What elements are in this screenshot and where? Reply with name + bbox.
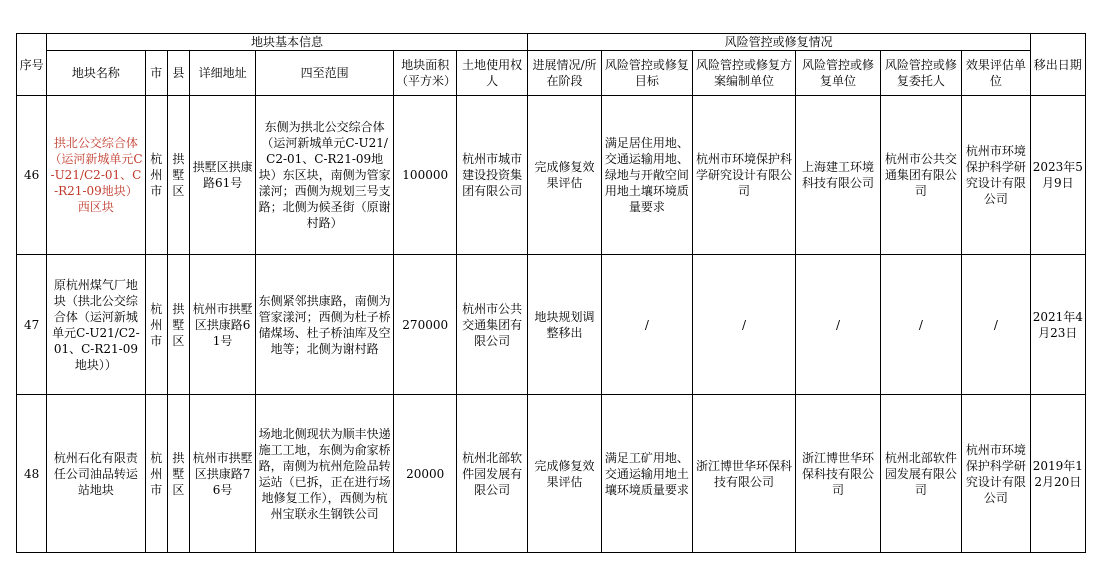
cell-seq: 47 [17,255,47,395]
col-header-name: 地块名称 [47,51,146,96]
col-header-progress: 进展情况/所在阶段 [527,51,601,96]
header-row [17,51,1086,96]
cell-boundary: 东侧紧邻拱康路，南侧为管家漾河；西侧为杜子桥储煤场、杜子桥油库及空地等；北侧为谢村路 [256,255,394,395]
col-header-owner: 土地使用权人 [457,51,527,96]
col-header-county: 县 [167,51,189,96]
table-row [17,96,1086,255]
table-row [17,395,1086,553]
cell-area: 100000 [394,96,457,255]
col-header-client: 风险管控或修复委托人 [880,51,961,96]
cell-county: 拱墅区 [167,255,189,395]
col-header-boundary: 四至范围 [256,51,394,96]
cell-name: 拱北公交综合体（运河新城单元C-U21/C2-01、C-R21-09地块）西区块 [47,96,146,255]
cell-eval-unit: / [962,255,1030,395]
cell-name: 杭州石化有限责任公司油品转运站地块 [47,395,146,553]
cell-progress: 完成修复效果评估 [527,96,601,255]
cell-client: 杭州市公共交通集团有限公司 [880,96,961,255]
cell-removal-date: 2019年12月20日 [1030,395,1085,553]
cell-eval-unit: 杭州市环境保护科学研究设计有限公司 [962,395,1030,553]
col-header-removal-date: 移出日期 [1030,34,1085,96]
cell-plan-unit: 杭州市环境保护科学研究设计有限公司 [692,96,796,255]
cell-exec-unit: 浙江博世华环保科技有限公司 [796,395,880,553]
cell-city: 杭州市 [145,255,167,395]
cell-removal-date: 2021年4月23日 [1030,255,1085,395]
cell-plan-unit: / [692,255,796,395]
col-header-eval-unit: 效果评估单位 [962,51,1030,96]
col-header-city: 市 [145,51,167,96]
col-header-address: 详细地址 [189,51,255,96]
group-header-basic: 地块基本信息 [47,34,528,51]
cell-seq: 46 [17,96,47,255]
cell-name: 原杭州煤气厂地块（拱北公交综合体（运河新城单元C-U21/C2-01、C-R21-09地块）） [47,255,146,395]
cell-address: 拱墅区拱康路61号 [189,96,255,255]
cell-progress: 地块规划调整移出 [527,255,601,395]
cell-plan-unit: 浙江博世华环保科技有限公司 [692,395,796,553]
cell-client: 杭州北部软件园发展有限公司 [880,395,961,553]
cell-progress: 完成修复效果评估 [527,395,601,553]
cell-address: 杭州市拱墅区拱康路61号 [189,255,255,395]
cell-eval-unit: 杭州市环境保护科学研究设计有限公司 [962,96,1030,255]
cell-owner: 杭州市公共交通集团有限公司 [457,255,527,395]
col-header-seq: 序号 [17,34,47,96]
cell-boundary: 场地北侧现状为顺丰快递施工工地，东侧为俞家桥路，南侧为杭州危险品转运站（已拆，正在进行场地修复工作），西侧为杭州宝联永生钢铁公司 [256,395,394,553]
page [16,33,1086,553]
cell-client: / [880,255,961,395]
header-group-row [17,34,1086,51]
contaminated-land-table [16,33,1086,553]
cell-city: 杭州市 [145,96,167,255]
table-row [17,255,1086,395]
cell-goal: 满足工矿用地、交通运输用地土壤环境质量要求 [602,395,693,553]
col-header-goal: 风险管控或修复目标 [602,51,693,96]
cell-address: 杭州市拱墅区拱康路76号 [189,395,255,553]
cell-area: 20000 [394,395,457,553]
cell-exec-unit: / [796,255,880,395]
cell-goal: 满足居住用地、交通运输用地、绿地与开敞空间用地土壤环境质量要求 [602,96,693,255]
cell-removal-date: 2023年5月9日 [1030,96,1085,255]
cell-owner: 杭州市城市建设投资集团有限公司 [457,96,527,255]
group-header-risk: 风险管控或修复情况 [527,34,1030,51]
col-header-exec-unit: 风险管控或修复单位 [796,51,880,96]
cell-goal: / [602,255,693,395]
cell-area: 270000 [394,255,457,395]
col-header-plan-unit: 风险管控或修复方案编制单位 [692,51,796,96]
cell-city: 杭州市 [145,395,167,553]
cell-county: 拱墅区 [167,395,189,553]
cell-seq: 48 [17,395,47,553]
cell-exec-unit: 上海建工环境科技有限公司 [796,96,880,255]
col-header-area: 地块面积（平方米） [394,51,457,96]
cell-county: 拱墅区 [167,96,189,255]
cell-boundary: 东侧为拱北公交综合体（运河新城单元C-U21/C2-01、C-R21-09地块）东区块，南侧为管家漾河；西侧为规划三号支路；北侧为候圣街（原谢村路） [256,96,394,255]
cell-owner: 杭州北部软件园发展有限公司 [457,395,527,553]
